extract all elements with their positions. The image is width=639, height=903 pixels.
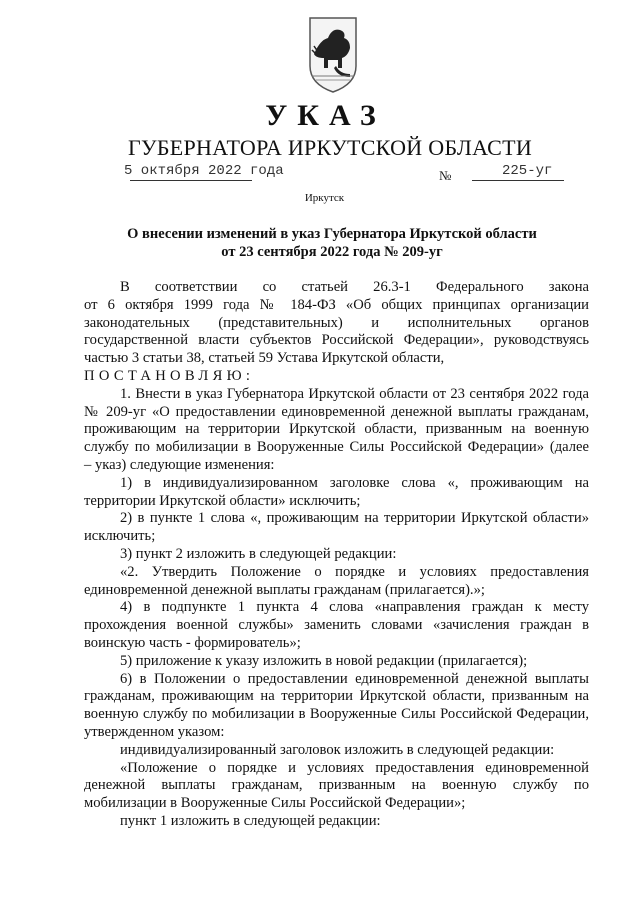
date-underline bbox=[130, 180, 252, 181]
heading-line: О внесении изменений в указ Губернатора Иркутской области bbox=[127, 226, 537, 242]
body-line: – указ) следующие изменения: bbox=[84, 456, 275, 473]
body-line: военную службу по мобилизации в Вооруженные Силы Российской Федерации, bbox=[84, 706, 589, 723]
body-line: воинскую часть - формирователь»; bbox=[84, 634, 301, 651]
body-line: территории Иркутской области» исключить; bbox=[84, 492, 361, 509]
body-line: денежной выплаты гражданам, призванным на военную службу по bbox=[84, 777, 589, 794]
body-line: «Положение о порядке и условиях предоставления единовременной bbox=[120, 759, 589, 776]
body-line: утвержденном указом: bbox=[84, 723, 225, 740]
document-body bbox=[84, 279, 589, 831]
body-line: службу по мобилизации в Вооруженные Силы Российской Федерации» (далее bbox=[84, 439, 589, 456]
resolution-keyword: ПОСТАНОВЛЯЮ: bbox=[84, 367, 255, 384]
body-line: от 6 октября 1999 года № 184-ФЗ «Об общих принципах организации bbox=[84, 296, 589, 313]
body-line: мобилизации в Вооруженные Силы Российской Федерации»; bbox=[84, 795, 466, 812]
body-line: 2) в пункте 1 слова «, проживающим на территории Иркутской области» bbox=[120, 510, 589, 527]
number-sign: № bbox=[439, 168, 452, 183]
body-line: индивидуализированный заголовок изложить в следующей редакции: bbox=[120, 741, 555, 758]
body-line: 3) пункт 2 изложить в следующей редакции: bbox=[120, 545, 397, 562]
body-line: 1. Внести в указ Губернатора Иркутской области от 23 сентября 2022 года bbox=[120, 385, 589, 402]
document-city: Иркутск bbox=[304, 192, 345, 204]
body-line: «2. Утвердить Положение о порядке и условиях предоставления bbox=[120, 563, 589, 580]
body-line: № 209-уг «О предоставлении единовременной денежной выплаты гражданам, bbox=[84, 403, 589, 420]
number-underline bbox=[472, 180, 564, 181]
body-line: проживающим на территории Иркутской области, призванным на военную bbox=[84, 421, 589, 438]
body-line: исключить; bbox=[84, 528, 156, 545]
body-line: 4) в подпункте 1 пункта 4 слова «направления граждан к месту bbox=[120, 599, 589, 616]
body-line: пункт 1 изложить в следующей редакции: bbox=[120, 812, 381, 829]
document-date: 5 октября 2022 года bbox=[124, 163, 284, 179]
body-line: В соответствии со статьей 26.3-1 Федерального закона bbox=[120, 279, 589, 295]
body-line: прохождения военной службы» заменить словами «зачисления граждан в bbox=[84, 617, 589, 634]
document-subtitle: ГУБЕРНАТОРА ИРКУТСКОЙ ОБЛАСТИ bbox=[127, 135, 533, 160]
coat-of-arms-icon bbox=[306, 14, 360, 94]
body-line: гражданам, проживающим на территории Иркутской области, призванным на bbox=[84, 688, 589, 705]
document-heading bbox=[84, 225, 580, 261]
body-line: 1) в индивидуализированном заголовке слова «, проживающим на bbox=[120, 474, 589, 491]
document-number: 225-уг bbox=[502, 163, 553, 179]
body-line: законодательных (представительных) и исполнительных органов bbox=[84, 314, 589, 331]
body-line: государственной власти субъектов Российской Федерации», руководствуясь bbox=[84, 332, 589, 349]
heading-line: от 23 сентября 2022 года № 209-уг bbox=[221, 244, 443, 260]
body-line: единовременной денежной выплаты гражданам (прилагается).»; bbox=[84, 581, 485, 598]
body-line: частью 3 статьи 38, статьей 59 Устава Иркутской области, bbox=[84, 350, 445, 367]
body-line: 6) в Положении о предоставлении единовременной денежной выплаты bbox=[120, 670, 589, 687]
document-title: УКАЗ bbox=[265, 99, 386, 132]
body-line: 5) приложение к указу изложить в новой редакции (прилагается); bbox=[120, 652, 528, 669]
